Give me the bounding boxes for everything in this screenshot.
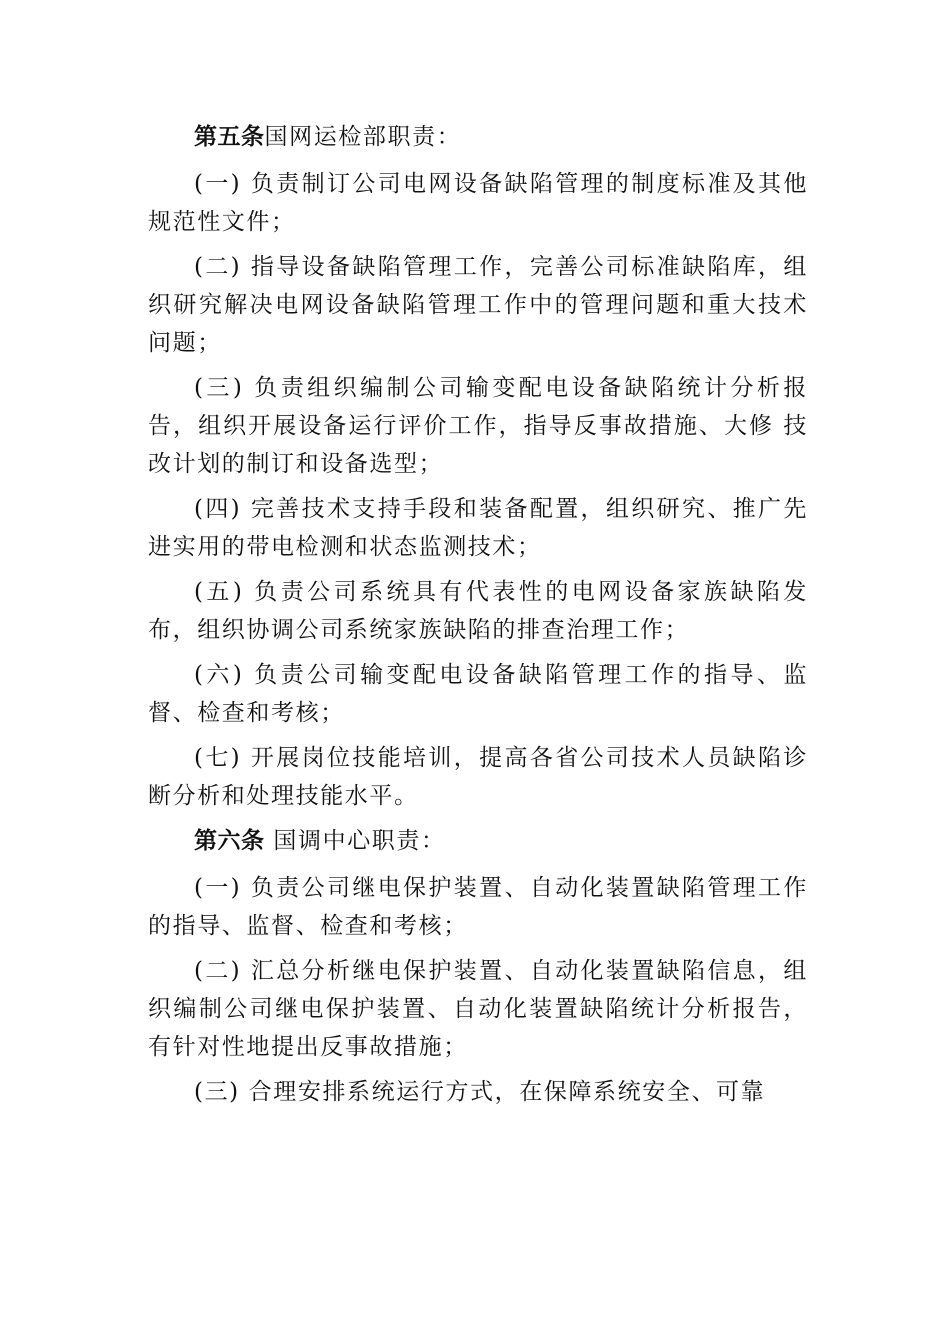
- article-6-item-2: (二) 汇总分析继电保护装置、自动化装置缺陷信息，组织编制公司继电保护装置、自动化装置缺陷统计分析报告， 有针对性地提出反事故措施；: [148, 958, 808, 1060]
- article-5-heading: 第五条: [194, 123, 265, 150]
- article-5-item-2: (二) 指导设备缺陷管理工作，完善公司标准缺陷库，组织研究解决电网设备缺陷管理工作中的管理问题和重大技术问题；: [148, 254, 808, 356]
- article-5-item-3: (三) 负责组织编制公司输变配电设备缺陷统计分析报告，组织开展设备运行评价工作，指导反事故措施、大修 技改计划的制订和设备选型；: [148, 375, 808, 477]
- article-5-item-5: (五) 负责公司系统具有代表性的电网设备家族缺陷发布，组织协调公司系统家族缺陷的排查治理工作；: [148, 579, 808, 643]
- article-5-item-7: (七) 开展岗位技能培训，提高各省公司技术人员缺陷诊断分析和处理技能水平。: [148, 745, 808, 809]
- article-6-heading-line: [148, 822, 808, 860]
- article-5-item-4: (四) 完善技术支持手段和装备配置，组织研究、推广先进实用的带电检测和状态监测技术；: [148, 496, 808, 560]
- article-5-title: 国网运检部职责：: [264, 124, 462, 150]
- article-6-item-1: (一) 负责公司继电保护装置、自动化装置缺陷管理工作的指导、监督、检查和考核；: [148, 875, 808, 939]
- document-page: [148, 118, 808, 1118]
- article-5-item-6: (六) 负责公司输变配电设备缺陷管理工作的指导、监督、检查和考核；: [148, 662, 808, 726]
- article-5-heading-line: [148, 118, 808, 156]
- article-6-title: 国调中心职责：: [264, 828, 446, 854]
- article-6-item-3: (三) 合理安排系统运行方式，在保障系统安全、可靠: [194, 1079, 766, 1105]
- article-5-item-1: (一) 负责制订公司电网设备缺陷管理的制度标准及其他规范性文件；: [148, 171, 808, 235]
- article-6-heading: 第六条: [194, 827, 265, 854]
